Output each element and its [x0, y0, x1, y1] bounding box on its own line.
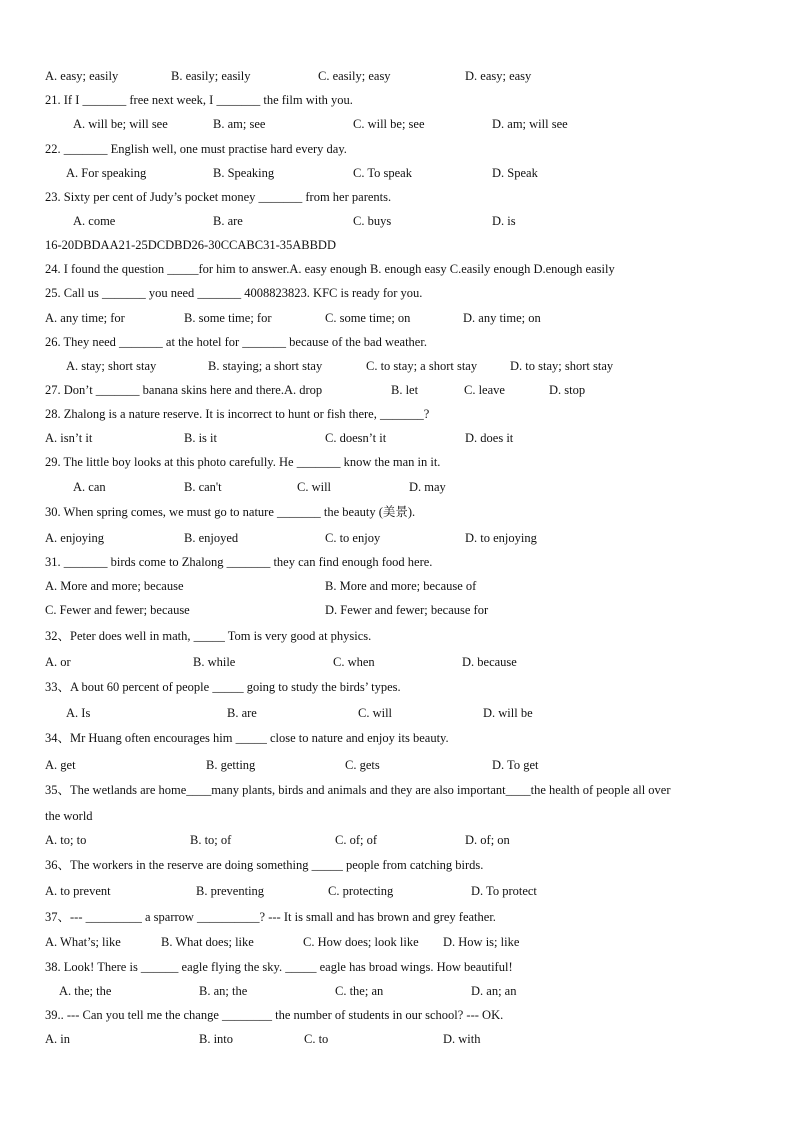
answer-option: D. Speak: [492, 166, 538, 180]
answer-option: D. to enjoying: [465, 531, 537, 545]
answer-option: C. will: [297, 480, 332, 494]
text-line: [0, 356, 794, 376]
text-line: [0, 830, 794, 850]
text-line: [0, 259, 794, 279]
question-text: 29. The little boy looks at this photo carefully. He _______ know the man in it.: [45, 455, 441, 469]
answer-option: D. of; on: [465, 833, 510, 847]
text-line: [0, 932, 794, 952]
answer-option: C. easily; easy: [318, 69, 391, 83]
question-text: 30. When spring comes, we must go to nature _______ the beauty (美景).: [45, 505, 416, 519]
answer-option: D. any time; on: [463, 311, 541, 325]
text-line: [0, 332, 794, 352]
text-line: [0, 428, 794, 448]
question-text: 31. _______ birds come to Zhalong _______ they can find enough food here.: [45, 555, 433, 569]
answer-option: A. come: [73, 214, 116, 228]
answer-option: D. will be: [483, 706, 533, 720]
question-text: 24. I found the question _____for him to answer.A. easy enough B. enough easy C.easily enough D.enough easily: [45, 262, 615, 276]
answer-option: B. What does; like: [161, 935, 254, 949]
text-line: [0, 114, 794, 134]
answer-option: B. preventing: [196, 884, 265, 898]
answer-option: B. are: [213, 214, 243, 228]
answer-option: B. an; the: [199, 984, 248, 998]
answer-option: A. can: [73, 480, 106, 494]
answer-option: B. are: [227, 706, 257, 720]
text-line: [0, 626, 794, 646]
answer-option: B. enjoyed: [184, 531, 239, 545]
question-text: 38. Look! There is ______ eagle flying the sky. _____ eagle has broad wings. How beautiful!: [45, 960, 513, 974]
question-text: 23. Sixty per cent of Judy’s pocket money _______ from her parents.: [45, 190, 392, 204]
answer-option: C. gets: [345, 758, 380, 772]
answer-option: A. or: [45, 655, 71, 669]
text-line: [0, 502, 794, 522]
question-text: 16-20DBDAA21-25DCDBD26-30CCABC31-35ABBDD: [45, 238, 336, 252]
text-line: [0, 552, 794, 572]
answer-option: C. leave: [464, 383, 505, 397]
text-line: [0, 308, 794, 328]
text-line: [0, 881, 794, 901]
answer-option: A. any time; for: [45, 311, 125, 325]
answer-option: D. is: [492, 214, 516, 228]
question-text: 32、Peter does well in math, _____ Tom is very good at physics.: [45, 629, 372, 643]
answer-option: D. easy; easy: [465, 69, 532, 83]
answer-option: D. Fewer and fewer; because for: [325, 603, 489, 617]
text-line: [0, 477, 794, 497]
text-line: [0, 677, 794, 697]
answer-option: A. More and more; because: [45, 579, 184, 593]
question-text: 28. Zhalong is a nature reserve. It is incorrect to hunt or fish there, _______?: [45, 407, 430, 421]
answer-option: B. into: [199, 1032, 234, 1046]
answer-option: A. in: [45, 1032, 70, 1046]
question-text: 25. Call us _______ you need _______ 4008823823. KFC is ready for you.: [45, 286, 423, 300]
answer-option: D. with: [443, 1032, 481, 1046]
text-line: [0, 1005, 794, 1025]
text-line: [0, 981, 794, 1001]
answer-option: C. Fewer and fewer; because: [45, 603, 190, 617]
text-line: [0, 163, 794, 183]
question-text: 35、The wetlands are home____many plants, birds and animals and they are also important____the health of people all over: [45, 783, 671, 797]
text-line: [0, 652, 794, 672]
text-line: [0, 855, 794, 875]
text-line: [0, 703, 794, 723]
answer-option: 27. Don’t _______ banana skins here and there.A. drop: [45, 383, 323, 397]
answer-option: D. To protect: [471, 884, 537, 898]
text-line: [0, 780, 794, 800]
text-line: [0, 404, 794, 424]
answer-option: D. may: [409, 480, 446, 494]
answer-option: C. of; of: [335, 833, 378, 847]
text-line: [0, 187, 794, 207]
answer-option: B. let: [391, 383, 419, 397]
answer-option: A. to; to: [45, 833, 87, 847]
answer-option: B. More and more; because of: [325, 579, 477, 593]
answer-option: A. to prevent: [45, 884, 111, 898]
question-text: 33、A bout 60 percent of people _____ going to study the birds’ types.: [45, 680, 401, 694]
answer-option: A. stay; short stay: [66, 359, 157, 373]
question-text: 37、--- _________ a sparrow __________? --- It is small and has brown and grey feather.: [45, 910, 496, 924]
answer-option: C. to enjoy: [325, 531, 381, 545]
answer-option: C. to stay; a short stay: [366, 359, 478, 373]
text-line: [0, 380, 794, 400]
answer-option: B. some time; for: [184, 311, 272, 325]
answer-option: D. to stay; short stay: [510, 359, 614, 373]
text-line: [0, 1029, 794, 1049]
answer-option: A. isn’t it: [45, 431, 93, 445]
answer-option: B. is it: [184, 431, 217, 445]
answer-option: A. What’s; like: [45, 935, 121, 949]
answer-option: B. getting: [206, 758, 256, 772]
text-line: [0, 283, 794, 303]
question-text: 21. If I _______ free next week, I _______ the film with you.: [45, 93, 353, 107]
answer-option: B. can't: [184, 480, 222, 494]
text-line: [0, 755, 794, 775]
answer-option: D. stop: [549, 383, 586, 397]
question-text: 34、Mr Huang often encourages him _____ close to nature and enjoy its beauty.: [45, 731, 449, 745]
answer-option: B. Speaking: [213, 166, 275, 180]
text-line: [0, 235, 794, 255]
text-line: [0, 139, 794, 159]
answer-option: A. get: [45, 758, 76, 772]
answer-option: C. the; an: [335, 984, 384, 998]
answer-option: B. while: [193, 655, 236, 669]
answer-option: B. staying; a short stay: [208, 359, 323, 373]
text-line: [0, 90, 794, 110]
answer-option: C. will be; see: [353, 117, 425, 131]
text-line: [0, 806, 794, 826]
text-line: [0, 528, 794, 548]
question-text: 39.. --- Can you tell me the change ________ the number of students in our school? --- OK.: [45, 1008, 504, 1022]
text-line: [0, 957, 794, 977]
text-line: [0, 452, 794, 472]
answer-option: D. How is; like: [443, 935, 520, 949]
answer-option: B. am; see: [213, 117, 266, 131]
answer-option: A. enjoying: [45, 531, 105, 545]
question-text: 26. They need _______ at the hotel for _______ because of the bad weather.: [45, 335, 427, 349]
answer-option: D. an; an: [471, 984, 517, 998]
answer-option: A. the; the: [59, 984, 112, 998]
answer-option: A. will be; will see: [73, 117, 168, 131]
answer-option: A. Is: [66, 706, 91, 720]
answer-option: C. To speak: [353, 166, 412, 180]
answer-option: C. buys: [353, 214, 392, 228]
answer-option: C. will: [358, 706, 393, 720]
answer-option: D. To get: [492, 758, 539, 772]
answer-option: C. when: [333, 655, 375, 669]
answer-option: A. For speaking: [66, 166, 147, 180]
text-line: [0, 728, 794, 748]
question-text: 22. _______ English well, one must practise hard every day.: [45, 142, 347, 156]
answer-option: D. because: [462, 655, 517, 669]
question-text: the world: [45, 809, 93, 823]
text-line: [0, 576, 794, 596]
answer-option: B. to; of: [190, 833, 232, 847]
answer-option: C. How does; look like: [303, 935, 419, 949]
answer-option: B. easily; easily: [171, 69, 251, 83]
answer-option: D. does it: [465, 431, 514, 445]
text-line: [0, 907, 794, 927]
text-line: [0, 211, 794, 231]
answer-option: D. am; will see: [492, 117, 568, 131]
answer-option: C. protecting: [328, 884, 394, 898]
answer-option: A. easy; easily: [45, 69, 119, 83]
answer-option: C. some time; on: [325, 311, 411, 325]
text-line: [0, 600, 794, 620]
answer-option: C. to: [304, 1032, 329, 1046]
question-text: 36、The workers in the reserve are doing something _____ people from catching birds.: [45, 858, 484, 872]
text-line: [0, 66, 794, 86]
answer-option: C. doesn’t it: [325, 431, 387, 445]
